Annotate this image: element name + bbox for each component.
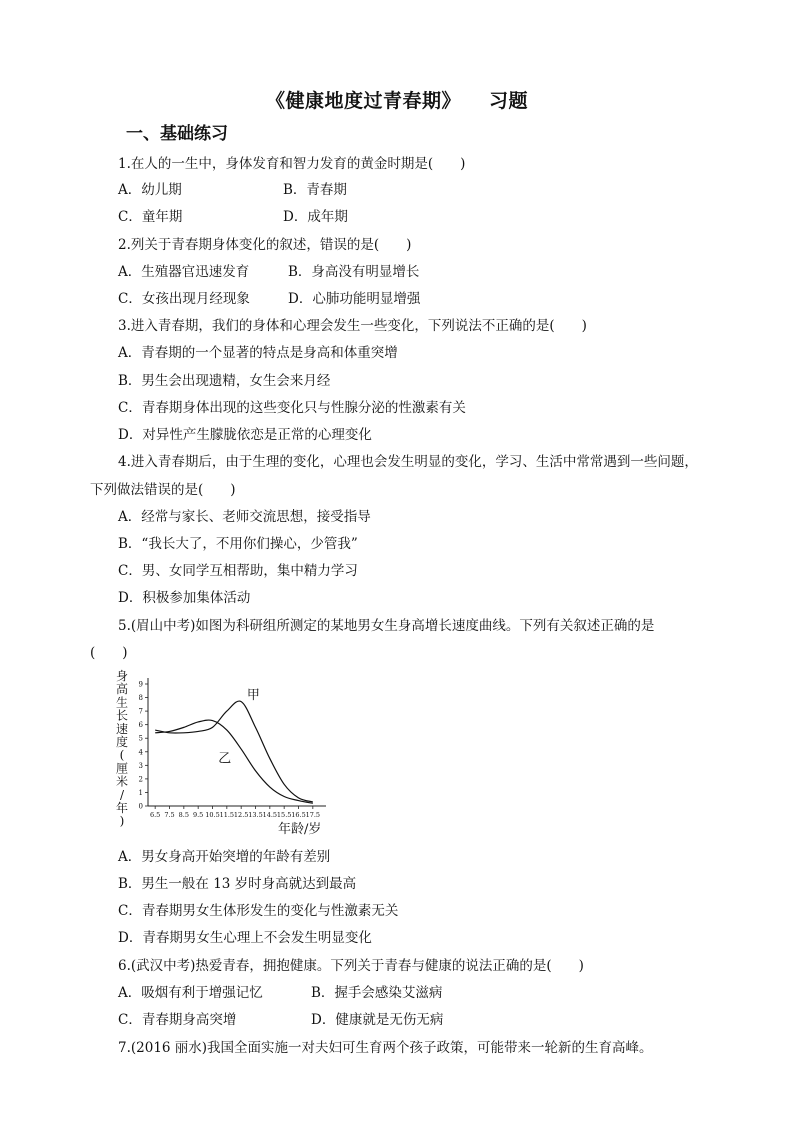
q4-option-c: C．男、女同学互相帮助，集中精力学习	[118, 563, 358, 579]
question-4-stem-line2: 下列做法错误的是( )	[90, 482, 236, 498]
question-3-stem: 3.进入青春期，我们的身体和心理会发生一些变化，下列说法不正确的是( )	[118, 318, 587, 334]
y-axis-label-char: 米	[115, 774, 129, 789]
y-axis-label	[116, 669, 128, 828]
y-tick-label: 7	[138, 707, 143, 716]
q6-option-d: D．健康就是无伤无病	[311, 1012, 444, 1028]
x-tick-label: 10.5	[205, 811, 220, 819]
question-5-stem-line2: ( )	[90, 645, 128, 661]
x-tick-label: 17.5	[305, 811, 321, 819]
q1-option-b: B．青春期	[283, 182, 347, 198]
y-axis-label-char: )	[119, 814, 125, 829]
q6-option-b: B．握手会感染艾滋病	[311, 985, 443, 1001]
x-tick-label: 7.5	[164, 811, 175, 819]
question-4-stem-line1: 4.进入青春期后，由于生理的变化，心理也会发生明显的变化，学习、生活中常常遇到一些问题，	[118, 454, 698, 470]
y-axis-label-char: 厘	[115, 761, 129, 776]
q4-option-a: A．经常与家长、老师交流思想，接受指导	[118, 509, 371, 525]
q3-option-b: B．男生会出现遗精，女生会来月经	[118, 373, 331, 389]
q1-option-c: C．童年期	[118, 209, 183, 225]
q3-option-c: C．青春期身体出现的这些变化只与性腺分泌的性激素有关	[118, 400, 466, 416]
q3-option-d: D．对异性产生朦胧依恋是正常的心理变化	[118, 427, 372, 443]
y-axis-label-char: 度	[115, 735, 129, 749]
q1-option-d: D．成年期	[283, 209, 348, 225]
x-tick-label: 13.5	[248, 811, 263, 819]
x-axis-label: 年龄/岁	[278, 822, 322, 837]
y-axis-label-char: 身	[115, 669, 129, 683]
title-main: 《健康地度过青春期》	[265, 90, 461, 112]
q3-option-a: A．青春期的一个显著的特点是身高和体重突增	[118, 345, 398, 361]
y-tick-label: 9	[138, 680, 143, 689]
q6-option-a: A．吸烟有利于增强记忆	[118, 985, 263, 1001]
x-tick-label: 8.5	[178, 811, 190, 819]
x-tick-label: 16.5	[291, 811, 306, 819]
q2-option-a: A．生殖器官迅速发育	[118, 264, 250, 280]
q2-option-b: B．身高没有明显增长	[288, 264, 420, 280]
y-tick-label: 4	[138, 748, 143, 757]
page-title	[0, 86, 794, 113]
y-axis-label-char: 长	[115, 708, 129, 723]
series-label-1: 甲	[246, 687, 260, 703]
y-axis-label-char: 生	[115, 695, 129, 710]
title-suffix: 习题	[489, 90, 529, 112]
y-tick-label: 1	[138, 788, 143, 797]
q6-option-c: C．青春期身高突增	[118, 1012, 237, 1028]
q4-option-d: D．积极参加集体活动	[118, 590, 251, 606]
y-tick-label: 0	[138, 802, 143, 811]
y-tick-label: 5	[138, 734, 143, 743]
section-heading: 一、基础练习	[126, 124, 228, 144]
q1-option-a: A．幼儿期	[118, 182, 182, 198]
y-axis-label-char: /	[119, 787, 125, 802]
y-axis-label-char: (	[119, 748, 125, 763]
x-tick-label: 6.5	[149, 811, 161, 819]
q5-option-b: B．男生一般在 13 岁时身高就达到最高	[118, 876, 357, 892]
y-tick-label: 3	[138, 761, 143, 770]
question-2-stem: 2.列关于青春期身体变化的叙述，错误的是( )	[118, 237, 412, 253]
question-1-stem: 1.在人的一生中，身体发育和智力发育的黄金时期是( )	[118, 156, 466, 172]
y-tick-label: 2	[138, 775, 143, 784]
question-6-stem: 6.(武汉中考)热爱青春，拥抱健康。下列关于青春与健康的说法正确的是( )	[118, 958, 584, 974]
y-tick-label: 8	[138, 694, 143, 703]
x-tick-label: 11.5	[219, 811, 235, 819]
y-axis-label-char: 速	[115, 721, 129, 736]
q5-option-a: A．男女身高开始突增的年龄有差别	[118, 849, 331, 865]
y-tick-label: 6	[138, 721, 143, 730]
question-7-stem: 7.(2016 丽水)我国全面实施一对夫妇可生育两个孩子政策，可能带来一轮新的生育高峰。	[118, 1040, 653, 1056]
q2-option-c: C．女孩出现月经现象	[118, 291, 250, 307]
x-tick-label: 14.5	[262, 811, 278, 819]
x-tick-label: 9.5	[192, 811, 204, 819]
q5-option-d: D．青春期男女生心理上不会发生明显变化	[118, 930, 372, 946]
question-5-stem-line1: 5.(眉山中考)如图为科研组所测定的某地男女生身高增长速度曲线。下列有关叙述正确的是	[118, 618, 655, 634]
x-tick-label: 15.5	[276, 811, 292, 819]
q2-option-d: D．心肺功能明显增强	[288, 291, 421, 307]
q5-option-c: C．青春期男女生体形发生的变化与性激素无关	[118, 903, 399, 919]
series-label-2: 乙	[218, 751, 232, 767]
chart-svg	[110, 668, 340, 840]
height-growth-chart	[110, 668, 340, 840]
q4-option-b: B．“我长大了，不用你们操心，少管我”	[118, 536, 358, 552]
x-tick-label: 12.5	[233, 811, 249, 819]
y-axis-label-char: 年	[115, 801, 129, 815]
y-axis-label-char: 高	[115, 682, 129, 697]
series-line-1	[155, 701, 313, 802]
